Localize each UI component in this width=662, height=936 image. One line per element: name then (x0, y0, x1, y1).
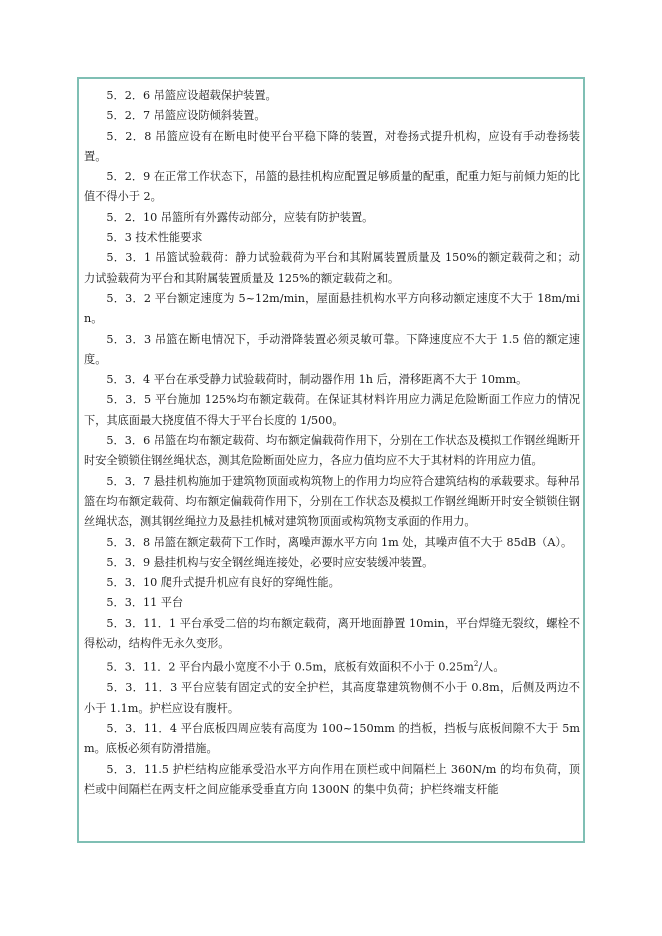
clause-5-2-10: 5．2．10 吊篮所有外露传动部分，应装有防护装置。 (106, 210, 374, 224)
clause-5-3-4: 5．3．4 平台在承受静力试验载荷时，制动器作用 1h 后，滑移距离不大于 10mm。 (106, 373, 528, 387)
clause-5-3-11-heading: 5．3．11 平台 (106, 596, 184, 610)
clause-5-2-7: 5．2．7 吊篮应设防倾斜装置。 (106, 109, 266, 123)
clause-5-3-3: 5．3．3 吊篮在断电情况下，手动滑降装置必须灵敏可靠。下降速度应不大于 1.5 倍的额定速度。 (84, 332, 580, 366)
clause-5-3-11-2-text: 5．3．11．2 平台内最小宽度不小于 0.5m，底板有效面积不小于 0.25m (106, 661, 474, 675)
clause-5-3-11-2 (84, 654, 580, 678)
clause-5-3-8: 5．3．8 吊篮在额定载荷下工作时，离噪声源水平方向 1m 处，其噪声值不大于 85dB（A）。 (106, 535, 573, 549)
clause-5-3-1: 5．3．1 吊篮试验载荷：静力试验载荷为平台和其附属装置质量及 150%的额定载荷之和；动力试验载荷为平台和其附属装置质量及 125%的额定载荷之和。 (84, 251, 580, 285)
section-5-3-heading: 5．3 技术性能要求 (106, 231, 203, 245)
document-frame (77, 77, 585, 843)
clause-5-3-9: 5．3．9 悬挂机构与安全钢丝绳连接处，必要时应安装缓冲装置。 (106, 555, 434, 569)
clause-5-3-11-4: 5．3．11．4 平台底板四周应装有高度为 100~150mm 的挡板，挡板与底板间隙不大于 5mm。底板必须有防滑措施。 (84, 721, 580, 756)
clause-5-3-11-3: 5．3．11．3 平台应装有固定式的安全护栏，其高度靠建筑物侧不小于 0.8m，后侧及两边不小于 1.1m。护栏应设有腹杆。 (84, 681, 580, 715)
clause-5-2-8: 5．2．8 吊篮应设有在断电时使平台平稳下降的装置，对卷扬式提升机构，应设有手动卷扬装置。 (84, 129, 580, 163)
clause-5-3-11-1: 5．3．11．1 平台承受二倍的均布额定载荷，离开地面静置 10min，平台焊缝无裂纹，螺栓不得松动，结构件无永久变形。 (84, 616, 580, 651)
clause-5-2-6: 5．2．6 吊篮应设超载保护装置。 (106, 89, 277, 102)
clause-5-3-6: 5．3．6 吊篮在均布额定载荷、均布额定偏载荷作用下，分别在工作状态及模拟工作钢丝绳断开时安全锁锁住钢丝绳状态，测其危险断面处应力，各应力值均应不大于其材料的许用应力值。 (84, 434, 580, 468)
area-unit-superscript: 2 (473, 660, 479, 669)
document-body (84, 86, 580, 800)
clause-5-3-11-2-tail: /人。 (478, 661, 505, 675)
clause-5-3-10: 5．3．10 爬升式提升机应有良好的穿绳性能。 (106, 576, 340, 590)
clause-5-3-5: 5．3．5 平台施加 125%均布额定载荷。在保证其材料许用应力满足危险断面工作应力的情况下，其底面最大挠度值不得大于平台长度的 1/500。 (84, 393, 580, 427)
clause-5-3-7: 5．3．7 悬挂机构施加于建筑物顶面或构筑物上的作用力均应符合建筑结构的承载要求。每种吊篮在均布额定载荷、均布额定偏载荷作用下，分别在工作状态及模拟工作钢丝绳断开时安全锁锁住钢丝绳状态，测其钢丝绳拉力及悬挂机械对建筑物顶面或构筑物支承面的作用力。 (84, 474, 580, 529)
clause-5-3-2: 5．3．2 平台额定速度为 5~12m/min，屋面悬挂机构水平方向移动额定速度不大于 18m/min。 (84, 291, 580, 326)
clause-5-3-11-5: 5．3．11.5 护栏结构应能承受沿水平方向作用在顶栏或中间隔栏上 360N/m 的均布负荷，顶栏或中间隔栏在两支杆之间应能承受垂直方向 1300N 的集中负荷；护栏终端支杆能 (84, 762, 580, 796)
clause-5-2-9: 5．2．9 在正常工作状态下，吊篮的悬挂机构应配置足够质量的配重，配重力矩与前倾力矩的比值不得小于 2。 (84, 170, 580, 204)
